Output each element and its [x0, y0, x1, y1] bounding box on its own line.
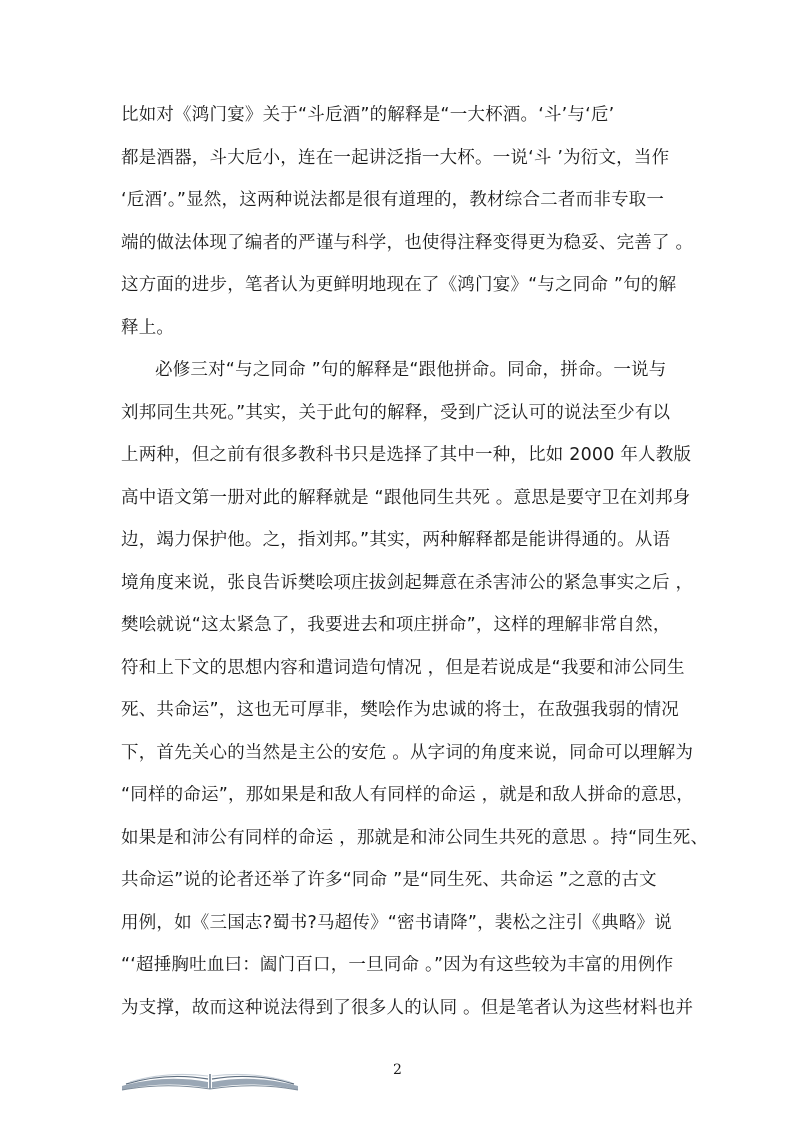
text-line: 这方面的进步，笔者认为更鲜明地现在了《鸿门宴》“与之同命 ”句的解 — [121, 275, 677, 295]
text-line: 上两种，但之前有很多教科书只是选择了其中一种，比如 2000 年人教版 — [121, 445, 692, 465]
text-line: “‘超捶胸吐血曰：阖门百口，一旦同命 。”因为有这些较为丰富的用例作 — [121, 955, 674, 975]
text-line: 符和上下文的思想内容和遣词造句情况 ，但是若说成是“我要和沛公同生 — [121, 658, 685, 678]
text-line: 死、共命运”，这也无可厚非，樊哙作为忠诚的将士，在敌强我弱的情况 — [121, 700, 679, 720]
text-line: 必修三对“与之同命 ”句的解释是“跟他拼命。同命，拼命。一说与 — [155, 360, 667, 380]
text-line: 比如对《鸿门宴》关于“斗卮酒”的解释是“一大杯酒。‘斗’与‘卮’ — [121, 105, 615, 125]
book-icon — [120, 1066, 300, 1092]
text-line: 下，首先关心的当然是主公的安危 。从字词的角度来说，同命可以理解为 — [121, 743, 694, 763]
text-line: 都是酒器，斗大卮小，连在一起讲泛指一大杯。一说‘斗 ’为衍文，当作 — [121, 148, 670, 168]
text-line: 境角度来说，张良告诉樊哙项庄拔剑起舞意在杀害沛公的紧急事实之后 ， — [121, 573, 694, 593]
text-line: 用例，如《三国志?蜀书?马超传》“密书请降”，裴松之注引《典略》说 — [121, 913, 672, 933]
text-line: 刘邦同生共死。”其实，关于此句的解释，受到广泛认可的说法至少有以 — [121, 403, 671, 423]
text-line: 如果是和沛公有同样的命运 ，那就是和沛公同生共死的意思 。持“同生死、 — [121, 828, 709, 848]
text-line: 高中语文第一册对此的解释就是 “跟他同生共死 。意思是要守卫在刘邦身 — [121, 488, 691, 508]
text-line: 共命运”说的论者还举了许多“同命 ”是“同生死、共命运 ”之意的古文 — [121, 870, 657, 890]
text-line: 樊哙就说“这太紧急了，我要进去和项庄拼命”，这样的理解非常自然， — [121, 615, 671, 635]
page-number: 2 — [393, 1062, 402, 1078]
text-line: “同样的命运”，那如果是和敌人有同样的命运 ，就是和敌人拼命的意思， — [121, 785, 694, 805]
text-line: ‘卮酒’。”显然，这两种说法都是很有道理的，教材综合二者而非专取一 — [121, 190, 665, 210]
text-line: 边，竭力保护他。之，指刘邦。”其实，两种解释都是能讲得通的。从语 — [121, 530, 671, 550]
text-line: 释上。 — [121, 318, 175, 338]
text-line: 端的做法体现了编者的严谨与科学，也使得注释变得更为稳妥、完善了 。 — [121, 233, 694, 253]
text-line: 为支撑，故而这种说法得到了很多人的认同 。但是笔者认为这些材料也并 — [121, 998, 694, 1018]
